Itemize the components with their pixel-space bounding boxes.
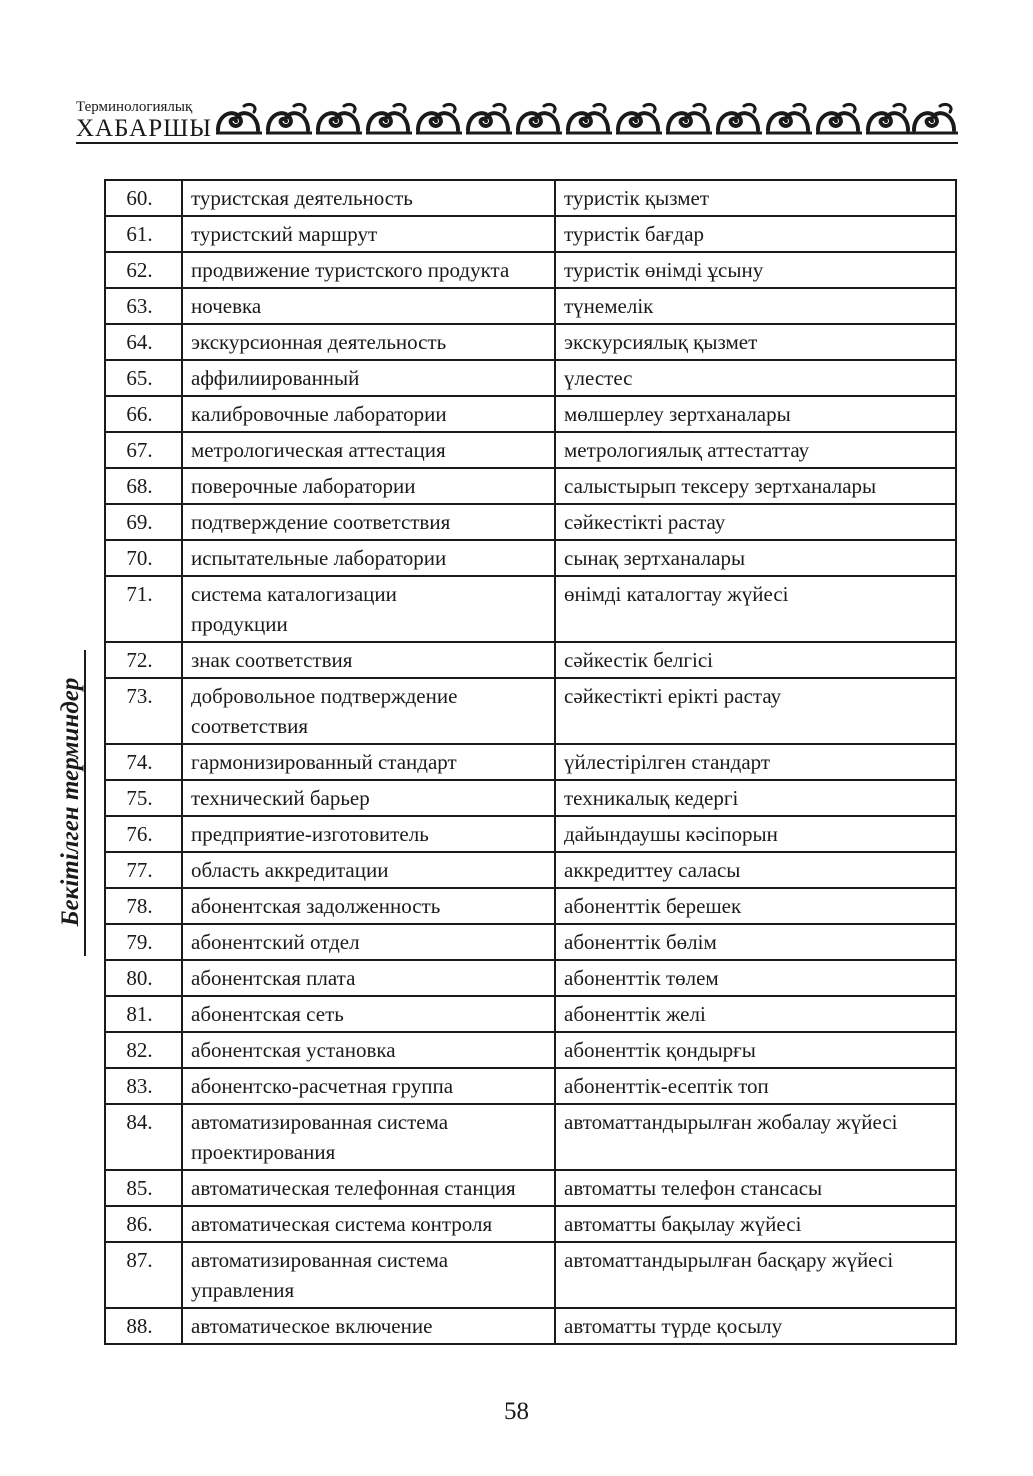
term-number: 69. xyxy=(105,504,182,540)
term-kazakh: абоненттік желі xyxy=(555,996,956,1032)
table-row xyxy=(105,816,956,852)
term-russian: автоматическая телефонная станция xyxy=(182,1170,555,1206)
term-russian: знак соответствия xyxy=(182,642,555,678)
term-number: 67. xyxy=(105,432,182,468)
table-row xyxy=(105,642,956,678)
table-row xyxy=(105,888,956,924)
term-russian: калибровочные лаборатории xyxy=(182,396,555,432)
term-kazakh: автоматты түрде қосылу xyxy=(555,1308,956,1344)
term-kazakh: дайындаушы кәсіпорын xyxy=(555,816,956,852)
term-number: 60. xyxy=(105,180,182,216)
table-row xyxy=(105,576,956,642)
term-number: 65. xyxy=(105,360,182,396)
term-kazakh: метрологиялық аттестаттау xyxy=(555,432,956,468)
table-row xyxy=(105,180,956,216)
term-russian: поверочные лаборатории xyxy=(182,468,555,504)
term-kazakh: түнемелік xyxy=(555,288,956,324)
table-row xyxy=(105,252,956,288)
term-kazakh: сәйкестікті растау xyxy=(555,504,956,540)
term-number: 88. xyxy=(105,1308,182,1344)
term-number: 79. xyxy=(105,924,182,960)
term-russian: абонентский отдел xyxy=(182,924,555,960)
term-number: 81. xyxy=(105,996,182,1032)
term-russian: автоматизированная система управления xyxy=(182,1242,555,1308)
term-russian: абонентская установка xyxy=(182,1032,555,1068)
term-number: 85. xyxy=(105,1170,182,1206)
table-row xyxy=(105,432,956,468)
term-kazakh: сәйкестік белгісі xyxy=(555,642,956,678)
table-row xyxy=(105,1032,956,1068)
header-rule xyxy=(76,142,958,144)
table-row xyxy=(105,1068,956,1104)
header-title: ХАБАРШЫ xyxy=(76,115,213,142)
term-kazakh: туристік өнімді ұсыну xyxy=(555,252,956,288)
page-number: 58 xyxy=(504,1398,529,1425)
table-row xyxy=(105,744,956,780)
term-number: 62. xyxy=(105,252,182,288)
term-russian: туристский маршрут xyxy=(182,216,555,252)
term-number: 74. xyxy=(105,744,182,780)
term-number: 78. xyxy=(105,888,182,924)
term-kazakh: сынақ зертханалары xyxy=(555,540,956,576)
term-kazakh: экскурсиялық қызмет xyxy=(555,324,956,360)
table-row xyxy=(105,324,956,360)
term-russian: туристская деятельность xyxy=(182,180,555,216)
table-row xyxy=(105,216,956,252)
term-russian: область аккредитации xyxy=(182,852,555,888)
table-row xyxy=(105,540,956,576)
term-russian: ночевка xyxy=(182,288,555,324)
term-kazakh: абоненттік-есептік топ xyxy=(555,1068,956,1104)
term-kazakh: абоненттік қондырғы xyxy=(555,1032,956,1068)
table-row xyxy=(105,852,956,888)
term-russian: экскурсионная деятельность xyxy=(182,324,555,360)
term-number: 72. xyxy=(105,642,182,678)
term-kazakh: автоматтандырылған жобалау жүйесі xyxy=(555,1104,956,1170)
term-kazakh: аккредиттеу саласы xyxy=(555,852,956,888)
term-number: 73. xyxy=(105,678,182,744)
table-row xyxy=(105,960,956,996)
term-russian: гармонизированный стандарт xyxy=(182,744,555,780)
term-number: 83. xyxy=(105,1068,182,1104)
page-header xyxy=(76,98,958,146)
term-kazakh: мөлшерлеу зертханалары xyxy=(555,396,956,432)
term-number: 84. xyxy=(105,1104,182,1170)
table-row xyxy=(105,288,956,324)
table-row xyxy=(105,468,956,504)
table-row xyxy=(105,924,956,960)
term-kazakh: үйлестірілген стандарт xyxy=(555,744,956,780)
term-kazakh: абоненттік төлем xyxy=(555,960,956,996)
table-row xyxy=(105,1308,956,1344)
term-number: 86. xyxy=(105,1206,182,1242)
term-russian: абонентская сеть xyxy=(182,996,555,1032)
term-number: 68. xyxy=(105,468,182,504)
term-number: 87. xyxy=(105,1242,182,1308)
ornament-border xyxy=(214,100,958,138)
term-kazakh: өнімді каталогтау жүйесі xyxy=(555,576,956,642)
term-russian: абонентско-расчетная группа xyxy=(182,1068,555,1104)
term-kazakh: сәйкестікті ерікті растау xyxy=(555,678,956,744)
term-russian: автоматическая система контроля xyxy=(182,1206,555,1242)
term-number: 75. xyxy=(105,780,182,816)
table-row xyxy=(105,678,956,744)
term-kazakh: туристік бағдар xyxy=(555,216,956,252)
term-russian: технический барьер xyxy=(182,780,555,816)
term-number: 76. xyxy=(105,816,182,852)
term-russian: абонентская плата xyxy=(182,960,555,996)
side-section-label xyxy=(51,650,91,956)
term-russian: система каталогизации продукции xyxy=(182,576,555,642)
term-russian: автоматическое включение xyxy=(182,1308,555,1344)
table-row xyxy=(105,780,956,816)
term-russian: аффилиированный xyxy=(182,360,555,396)
term-kazakh: техникалық кедергі xyxy=(555,780,956,816)
term-number: 82. xyxy=(105,1032,182,1068)
term-kazakh: абоненттік бөлім xyxy=(555,924,956,960)
side-title: Бекітілген терминдер xyxy=(57,677,84,927)
table-row xyxy=(105,1242,956,1308)
term-kazakh: автоматтандырылған басқару жүйесі xyxy=(555,1242,956,1308)
term-russian: подтверждение соответствия xyxy=(182,504,555,540)
term-russian: предприятие-изготовитель xyxy=(182,816,555,852)
table-row xyxy=(105,1206,956,1242)
term-russian: автоматизированная система проектирования xyxy=(182,1104,555,1170)
term-russian: добровольное подтверждение соответствия xyxy=(182,678,555,744)
table-row xyxy=(105,1170,956,1206)
term-kazakh: автоматты бақылау жүйесі xyxy=(555,1206,956,1242)
term-number: 63. xyxy=(105,288,182,324)
table-row xyxy=(105,504,956,540)
term-kazakh: туристік қызмет xyxy=(555,180,956,216)
term-kazakh: үлестес xyxy=(555,360,956,396)
term-russian: метрологическая аттестация xyxy=(182,432,555,468)
term-russian: испытательные лаборатории xyxy=(182,540,555,576)
term-russian: абонентская задолженность xyxy=(182,888,555,924)
table-row xyxy=(105,1104,956,1170)
term-number: 80. xyxy=(105,960,182,996)
term-russian: продвижение туристского продукта xyxy=(182,252,555,288)
term-number: 77. xyxy=(105,852,182,888)
term-number: 66. xyxy=(105,396,182,432)
table-row xyxy=(105,360,956,396)
term-kazakh: салыстырып тексеру зертханалары xyxy=(555,468,956,504)
term-number: 64. xyxy=(105,324,182,360)
term-number: 61. xyxy=(105,216,182,252)
table-row xyxy=(105,996,956,1032)
term-kazakh: автоматты телефон стансасы xyxy=(555,1170,956,1206)
header-small-title: Терминологиялық xyxy=(76,99,193,115)
term-kazakh: абоненттік берешек xyxy=(555,888,956,924)
term-number: 70. xyxy=(105,540,182,576)
term-number: 71. xyxy=(105,576,182,642)
table-row xyxy=(105,396,956,432)
terms-table xyxy=(104,179,957,1345)
